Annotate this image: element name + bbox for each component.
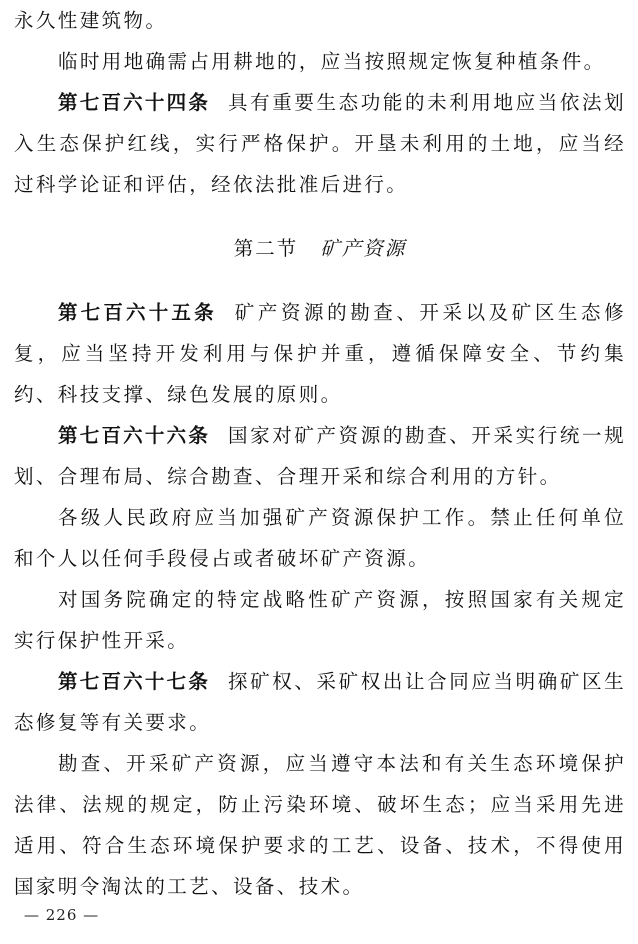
paragraph bbox=[14, 497, 626, 579]
paragraph-text: 各级人民政府应当加强矿产资源保护工作。禁止任何单位和个人以任何手段侵占或者破坏矿产资源。 bbox=[14, 506, 626, 570]
article-number: 第七百六十四条 bbox=[58, 91, 211, 114]
paragraph-text: 对国务院确定的特定战略性矿产资源，按照国家有关规定实行保护性开采。 bbox=[14, 588, 626, 652]
article-number: 第七百六十五条 bbox=[58, 301, 217, 324]
article-765 bbox=[14, 292, 626, 415]
paragraph-text: 探矿权、采矿权出让合同应当明确矿区生态修复等有关要求。 bbox=[14, 670, 626, 734]
paragraph-text: 永久性建筑物。 bbox=[14, 9, 168, 32]
paragraph-text: 国家对矿产资源的勘查、开采实行统一规划、合理布局、综合勘查、合理开采和综合利用的方针。 bbox=[14, 424, 626, 488]
paragraph bbox=[14, 41, 626, 82]
paragraph bbox=[14, 743, 626, 907]
section-title: 矿产资源 bbox=[320, 237, 407, 260]
section-heading bbox=[14, 228, 626, 269]
paragraph bbox=[14, 579, 626, 661]
document-page bbox=[14, 0, 626, 907]
article-766 bbox=[14, 415, 626, 497]
paragraph-text: 具有重要生态功能的未利用地应当依法划入生态保护红线，实行严格保护。开垦未利用的土地，应当经过科学论证和评估，经依法批准后进行。 bbox=[14, 91, 626, 196]
article-764 bbox=[14, 82, 626, 205]
paragraph-text: 勘查、开采矿产资源，应当遵守本法和有关生态环境保护法律、法规的规定，防止污染环境、破坏生态；应当采用先进适用、符合生态环境保护要求的工艺、设备、技术，不得使用国家明令淘汰的工艺、设备、技术。 bbox=[14, 752, 626, 898]
paragraph-text: 临时用地确需占用耕地的，应当按照规定恢复种植条件。 bbox=[58, 50, 606, 73]
paragraph-text: 矿产资源的勘查、开采以及矿区生态修复，应当坚持开发利用与保护并重，遵循保障安全、节约集约、科技支撑、绿色发展的原则。 bbox=[14, 301, 626, 406]
article-number: 第七百六十七条 bbox=[58, 670, 211, 693]
paragraph bbox=[14, 0, 626, 41]
section-number: 第二节 bbox=[233, 237, 299, 260]
article-767 bbox=[14, 661, 626, 743]
page-number: — 226 — bbox=[24, 906, 100, 924]
article-number: 第七百六十六条 bbox=[58, 424, 211, 447]
